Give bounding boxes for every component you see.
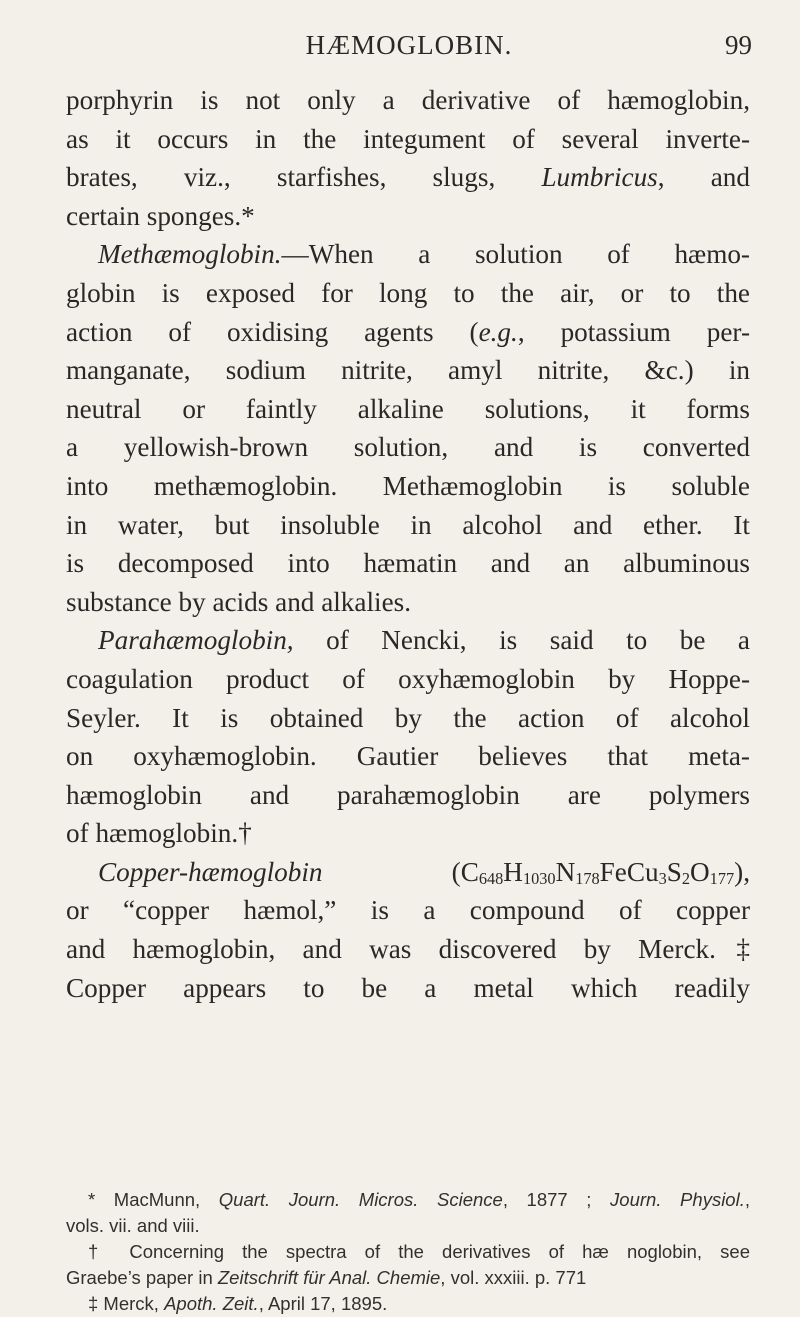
footnote-1-cont: vols. vii. and viii. bbox=[66, 1215, 200, 1236]
text-line: substance by acids and alkalies. bbox=[66, 586, 412, 617]
running-title: HÆMOGLOBIN. bbox=[305, 30, 513, 60]
footnote-3: ‡ Merck, Apoth. Zeit., April 17, 1895. bbox=[88, 1293, 388, 1314]
text-line: on oxyhæmoglobin. Gautier believes that meta- bbox=[66, 741, 750, 772]
section-parahaemoglobin: Parahæmoglobin, of Nencki, is said to be a bbox=[98, 625, 750, 656]
section-methaemoglobin: Methæmoglobin.—When a solution of hæmo- bbox=[98, 239, 750, 270]
text-line: Seyler. It is obtained by the action of alcohol bbox=[66, 702, 750, 733]
footnote-2: † Concerning the spectra of the derivatives of hæ noglobin, see bbox=[88, 1241, 750, 1262]
text-line: brates, viz., starfishes, slugs, Lumbricus, and bbox=[66, 162, 750, 193]
text-line: into methæmoglobin. Methæmoglobin is soluble bbox=[66, 470, 750, 501]
text-line: globin is exposed for long to the air, or to the bbox=[66, 277, 750, 308]
text-line: Copper appears to be a metal which readily bbox=[66, 972, 750, 1003]
page-number: 99 bbox=[725, 30, 752, 60]
text-line: of hæmoglobin.† bbox=[66, 818, 252, 849]
text-line: coagulation product of oxyhæmoglobin by Hoppe- bbox=[66, 663, 750, 694]
section-copper-haemoglobin bbox=[66, 853, 750, 892]
text-line: in water, but insoluble in alcohol and ether. It bbox=[66, 509, 750, 540]
footnote-2-cont: Graebe’s paper in Zeitschrift für Anal. Chemie, vol. xxxiii. p. 771 bbox=[66, 1267, 587, 1288]
text-line: certain sponges.* bbox=[66, 200, 255, 231]
footnote-1: * MacMunn, Quart. Journ. Micros. Science, 1877 ; Journ. Physiol., bbox=[88, 1189, 750, 1210]
text-line: is decomposed into hæmatin and an albuminous bbox=[66, 548, 750, 579]
text-line: a yellowish-brown solution, and is converted bbox=[66, 432, 750, 463]
main-text bbox=[66, 81, 750, 1007]
footnotes bbox=[66, 1187, 750, 1317]
section-heading: Copper-hæmoglobin bbox=[98, 856, 323, 887]
italic-term: Lumbricus bbox=[541, 162, 658, 193]
section-heading: Methæmoglobin. bbox=[98, 239, 282, 270]
text-line: as it occurs in the integument of several inverte- bbox=[66, 123, 750, 154]
text-line: hæmoglobin and parahæmoglobin are polymers bbox=[66, 779, 750, 810]
text-line: neutral or faintly alkaline solutions, it forms bbox=[66, 393, 750, 424]
section-heading: Parahæmoglobin, bbox=[98, 625, 294, 656]
chemical-formula: $(C_{648}H_{1030}N_{178}FeCu_3S_2O_{177})$, bbox=[322, 856, 750, 888]
text-line: porphyrin is not only a derivative of hæmoglobin, bbox=[66, 85, 750, 115]
text-line: or “copper hæmol,” is a compound of copper bbox=[66, 895, 750, 926]
text-line: manganate, sodium nitrite, amyl nitrite, &c.) in bbox=[66, 355, 750, 386]
text-line: action of oxidising agents (e.g., potassium per- bbox=[66, 316, 750, 347]
running-header bbox=[66, 30, 752, 70]
text-line: and hæmoglobin, and was discovered by Merck.‡ bbox=[66, 934, 750, 965]
